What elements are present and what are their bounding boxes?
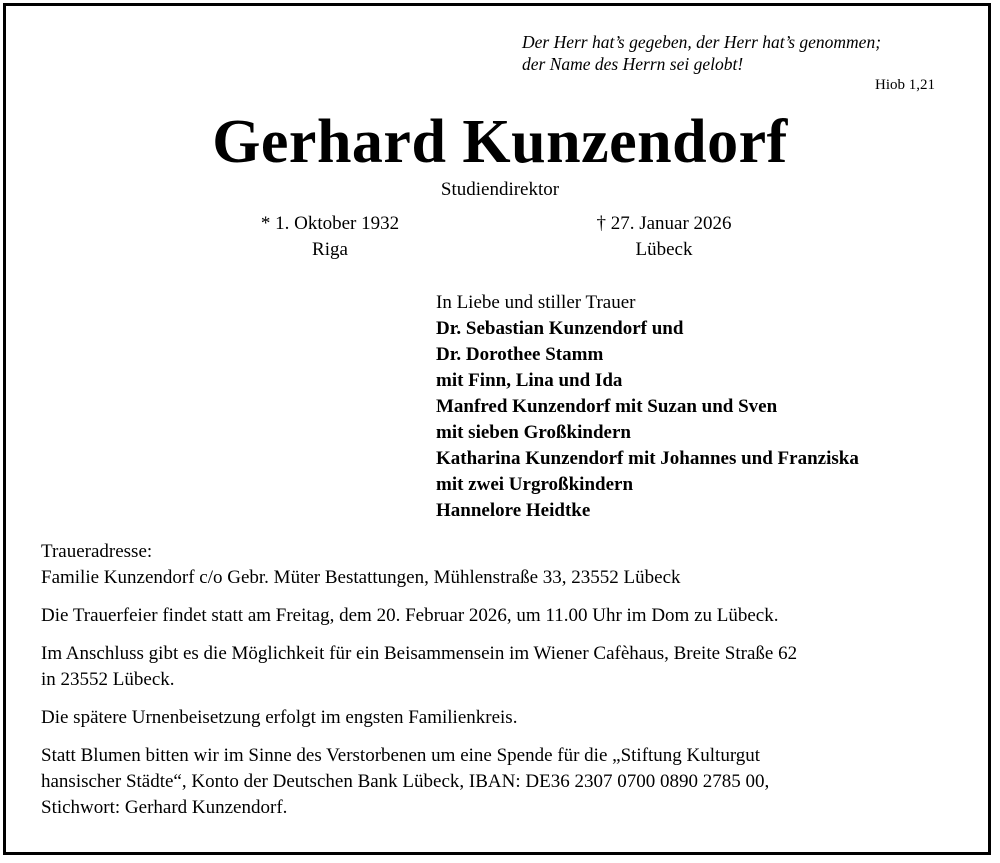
funeral-service: [41, 603, 971, 629]
mourning-address: [41, 539, 971, 591]
donation-text: Statt Blumen bitten wir im Sinne des Verstorbenen um eine Spende für die „Stiftung Kulturgut: [41, 745, 761, 766]
burial-info: [41, 705, 971, 731]
gathering-text: Im Anschluss gibt es die Möglichkeit für ein Beisammensein im Wiener Cafèhaus, Breite Straße 62: [41, 643, 798, 664]
mourner-name: Dr. Sebastian Kunzendorf und: [436, 318, 684, 339]
birth-date: * 1. Oktober 1932: [260, 213, 400, 234]
mourner-name: mit zwei Urgroßkindern: [436, 474, 634, 495]
donation-text: hansischer Städte“, Konto der Deutschen Bank Lübeck, IBAN: DE36 2307 0700 0890 2785 00,: [41, 771, 770, 792]
gathering-text: in 23552 Lübeck.: [41, 669, 175, 690]
burial-text: Die spätere Urnenbeisetzung erfolgt im engsten Familienkreis.: [41, 707, 518, 728]
address-label: Traueradresse:: [41, 541, 153, 562]
quote-source: Hiob 1,21: [875, 77, 935, 93]
address-text: Familie Kunzendorf c/o Gebr. Müter Bestattungen, Mühlenstraße 33, 23552 Lübeck: [41, 567, 681, 588]
mourner-name: Hannelore Heidtke: [436, 500, 591, 521]
service-text: Die Trauerfeier findet statt am Freitag, dem 20. Februar 2026, um 11.00 Uhr im Dom zu Lübeck.: [41, 605, 779, 626]
mourners-intro: In Liebe und stiller Trauer: [436, 292, 636, 313]
mourners-list: [436, 290, 976, 524]
mourner-name: Katharina Kunzendorf mit Johannes und Franziska: [436, 448, 859, 469]
quote-line: Der Herr hat’s gegeben, der Herr hat’s genommen;: [522, 32, 882, 52]
mourner-name: Manfred Kunzendorf mit Suzan und Sven: [436, 396, 778, 417]
quote-line: der Name des Herrn sei gelobt!: [522, 54, 744, 74]
gathering-info: [41, 641, 971, 693]
donation-text: Stichwort: Gerhard Kunzendorf.: [41, 797, 288, 818]
deceased-name: Gerhard Kunzendorf: [212, 108, 788, 176]
death-date: † 27. Januar 2026: [596, 213, 732, 234]
death-place: Lübeck: [635, 239, 693, 260]
bible-quote: [522, 31, 962, 75]
notice-details: [41, 539, 971, 833]
donation-request: [41, 743, 971, 821]
deceased-title: Studiendirektor: [440, 179, 560, 200]
mourner-name: mit Finn, Lina und Ida: [436, 370, 623, 391]
birth-place: Riga: [312, 239, 348, 260]
mourner-name: Dr. Dorothee Stamm: [436, 344, 604, 365]
death-info: [514, 211, 814, 263]
birth-info: [180, 211, 480, 263]
mourner-name: mit sieben Großkindern: [436, 422, 631, 443]
